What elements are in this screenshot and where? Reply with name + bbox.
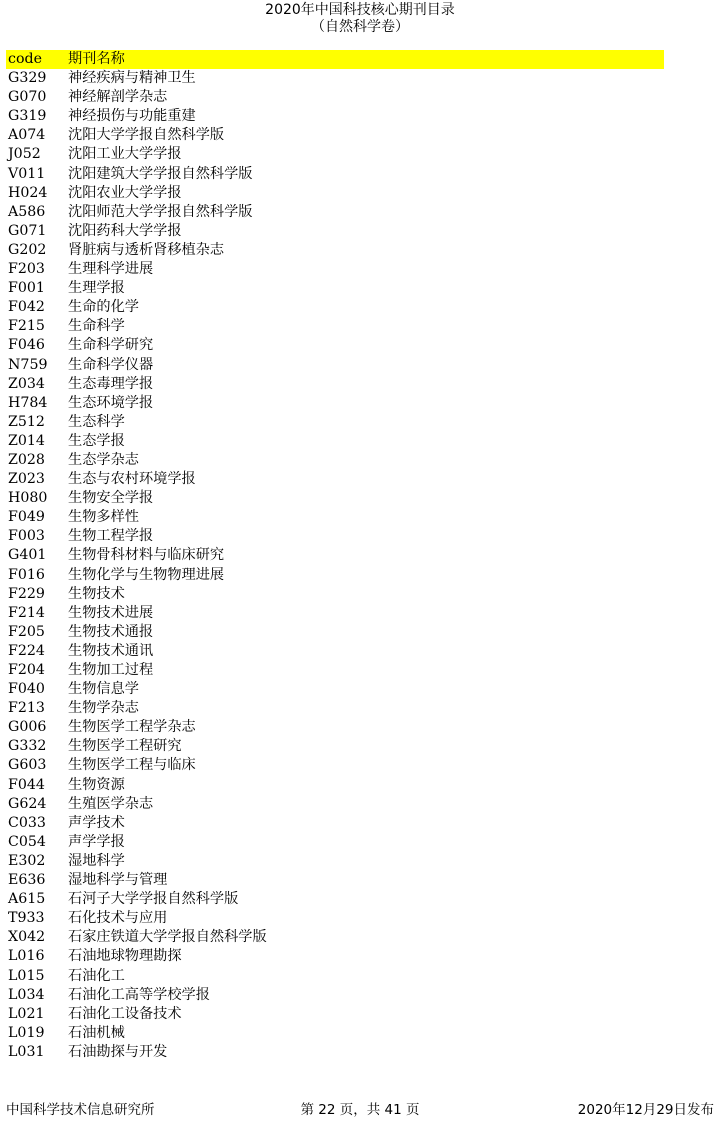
journal-code: G070 bbox=[8, 89, 47, 106]
journal-code: Z028 bbox=[8, 451, 45, 468]
journal-code: G006 bbox=[8, 719, 47, 736]
table-row bbox=[6, 336, 664, 355]
table-row bbox=[6, 852, 664, 871]
table-row bbox=[6, 298, 664, 317]
table-row bbox=[6, 451, 664, 470]
journal-code: G332 bbox=[8, 738, 47, 755]
footer-date: 2020年12月29日发布 bbox=[577, 1102, 714, 1118]
journal-code: L021 bbox=[8, 1005, 45, 1022]
journal-name: 石化技术与应用 bbox=[68, 910, 168, 927]
journal-name: 生物医学工程研究 bbox=[68, 738, 182, 755]
table-row bbox=[6, 623, 664, 642]
table-row bbox=[6, 489, 664, 508]
journal-name: 生物安全学报 bbox=[68, 490, 154, 507]
table-row bbox=[6, 967, 664, 986]
table-row bbox=[6, 1043, 664, 1062]
journal-code: L015 bbox=[8, 967, 45, 984]
journal-code: G071 bbox=[8, 222, 47, 239]
header-code: code bbox=[8, 51, 42, 67]
footer-publisher: 中国科学技术信息研究所 bbox=[6, 1102, 155, 1118]
journal-code: Z034 bbox=[8, 375, 45, 392]
table-row bbox=[6, 737, 664, 756]
journal-name: 生命科学 bbox=[68, 318, 125, 335]
table-row bbox=[6, 317, 664, 336]
table-row bbox=[6, 833, 664, 852]
journal-code: V011 bbox=[8, 165, 46, 182]
journal-code: G329 bbox=[8, 70, 47, 87]
journal-code: F003 bbox=[8, 528, 45, 545]
journal-name: 生物技术进展 bbox=[68, 604, 154, 621]
table-row bbox=[6, 527, 664, 546]
journal-name: 石油勘探与开发 bbox=[68, 1043, 168, 1060]
journal-code: L034 bbox=[8, 986, 45, 1003]
journal-name: 石油化工设备技术 bbox=[68, 1005, 182, 1022]
journal-code: H080 bbox=[8, 490, 48, 507]
journal-name: 声学技术 bbox=[68, 814, 125, 831]
journal-code: G603 bbox=[8, 757, 47, 774]
journal-name: 沈阳建筑大学学报自然科学版 bbox=[68, 165, 253, 182]
table-row bbox=[6, 413, 664, 432]
journal-name: 生态环境学报 bbox=[68, 394, 154, 411]
table-row bbox=[6, 871, 664, 890]
journal-name: 沈阳药科大学学报 bbox=[68, 222, 182, 239]
journal-code: T933 bbox=[8, 910, 45, 927]
journal-name: 石油化工高等学校学报 bbox=[68, 986, 210, 1003]
journal-code: X042 bbox=[8, 929, 46, 946]
table-row bbox=[6, 165, 664, 184]
table-row bbox=[6, 1005, 664, 1024]
table-row bbox=[6, 260, 664, 279]
table-row bbox=[6, 470, 664, 489]
table-row bbox=[6, 566, 664, 585]
journal-name: 生物学杂志 bbox=[68, 700, 139, 717]
table-row bbox=[6, 680, 664, 699]
table-row bbox=[6, 375, 664, 394]
journal-code: J052 bbox=[8, 146, 41, 163]
table-row bbox=[6, 814, 664, 833]
journal-name: 生殖医学杂志 bbox=[68, 795, 154, 812]
journal-name: 生态毒理学报 bbox=[68, 375, 154, 392]
table-row bbox=[6, 546, 664, 565]
table-row bbox=[6, 279, 664, 298]
journal-code: H784 bbox=[8, 394, 48, 411]
table-row bbox=[6, 661, 664, 680]
journal-code: A615 bbox=[8, 891, 46, 908]
table-row bbox=[6, 642, 664, 661]
journal-name: 声学学报 bbox=[68, 833, 125, 850]
header-name: 期刊名称 bbox=[68, 51, 125, 67]
journal-name: 石家庄铁道大学学报自然科学版 bbox=[68, 929, 267, 946]
journal-table bbox=[6, 50, 664, 1062]
table-row bbox=[6, 928, 664, 947]
journal-name: 生态与农村环境学报 bbox=[68, 471, 196, 488]
journal-code: E302 bbox=[8, 852, 46, 869]
journal-name: 生命科学研究 bbox=[68, 337, 154, 354]
table-body bbox=[6, 69, 664, 1062]
journal-code: F203 bbox=[8, 261, 45, 278]
journal-code: F049 bbox=[8, 509, 45, 526]
table-row bbox=[6, 222, 664, 241]
document-title: 2020年中国科技核心期刊目录 bbox=[265, 2, 455, 18]
journal-code: F040 bbox=[8, 681, 45, 698]
journal-name: 沈阳农业大学学报 bbox=[68, 184, 182, 201]
journal-code: G202 bbox=[8, 241, 47, 258]
document-subtitle: （自然科学卷） bbox=[311, 19, 409, 35]
journal-code: E636 bbox=[8, 872, 46, 889]
journal-name: 生物多样性 bbox=[68, 509, 139, 526]
journal-code: F042 bbox=[8, 299, 45, 316]
journal-name: 生物信息学 bbox=[68, 681, 139, 698]
journal-code: C054 bbox=[8, 833, 46, 850]
table-row bbox=[6, 604, 664, 623]
journal-name: 肾脏病与透析肾移植杂志 bbox=[68, 241, 225, 258]
journal-code: A074 bbox=[8, 127, 46, 144]
table-row bbox=[6, 394, 664, 413]
footer-page-number: 第 22 页，共 41 页 bbox=[300, 1102, 420, 1118]
journal-code: A586 bbox=[8, 203, 46, 220]
journal-name: 神经损伤与功能重建 bbox=[68, 108, 196, 125]
journal-name: 生物资源 bbox=[68, 776, 125, 793]
journal-code: F016 bbox=[8, 566, 45, 583]
journal-name: 生物加工过程 bbox=[68, 662, 154, 678]
table-row bbox=[6, 756, 664, 775]
journal-code: H024 bbox=[8, 184, 48, 201]
table-header-row bbox=[6, 50, 664, 69]
table-row bbox=[6, 356, 664, 375]
journal-code: F046 bbox=[8, 337, 45, 354]
journal-name: 生物技术 bbox=[68, 585, 125, 602]
journal-name: 石油化工 bbox=[68, 967, 125, 984]
journal-name: 生物医学工程学杂志 bbox=[68, 719, 196, 736]
journal-name: 沈阳工业大学学报 bbox=[68, 146, 182, 163]
journal-name: 石油机械 bbox=[68, 1024, 125, 1041]
journal-name: 生命的化学 bbox=[68, 299, 139, 316]
journal-code: F215 bbox=[8, 318, 45, 335]
journal-name: 生物骨科材料与临床研究 bbox=[68, 547, 225, 564]
journal-code: L031 bbox=[8, 1043, 45, 1060]
journal-code: L016 bbox=[8, 948, 45, 965]
journal-code: C033 bbox=[8, 814, 46, 831]
journal-name: 生物医学工程与临床 bbox=[68, 757, 196, 774]
table-row bbox=[6, 890, 664, 909]
table-row bbox=[6, 432, 664, 451]
journal-code: Z512 bbox=[8, 413, 45, 430]
table-row bbox=[6, 508, 664, 527]
journal-code: F204 bbox=[8, 662, 45, 678]
journal-code: G624 bbox=[8, 795, 47, 812]
journal-code: Z014 bbox=[8, 432, 45, 449]
journal-name: 生态学报 bbox=[68, 432, 125, 449]
journal-name: 湿地科学 bbox=[68, 852, 125, 869]
journal-name: 生物技术通讯 bbox=[68, 642, 154, 659]
journal-code: F214 bbox=[8, 604, 45, 621]
table-row bbox=[6, 241, 664, 260]
journal-name: 神经疾病与精神卫生 bbox=[68, 70, 196, 87]
table-row bbox=[6, 184, 664, 203]
journal-code: F044 bbox=[8, 776, 45, 793]
journal-name: 生理科学进展 bbox=[68, 261, 154, 278]
table-row bbox=[6, 986, 664, 1005]
journal-name: 沈阳大学学报自然科学版 bbox=[68, 127, 225, 144]
journal-name: 生物技术通报 bbox=[68, 623, 154, 640]
table-row bbox=[6, 69, 664, 88]
journal-name: 生理学报 bbox=[68, 280, 125, 297]
table-row bbox=[6, 909, 664, 928]
journal-name: 生态科学 bbox=[68, 413, 125, 430]
journal-code: F001 bbox=[8, 280, 45, 297]
table-row bbox=[6, 145, 664, 164]
journal-name: 沈阳师范大学学报自然科学版 bbox=[68, 203, 253, 220]
table-row bbox=[6, 203, 664, 222]
journal-name: 湿地科学与管理 bbox=[68, 872, 168, 889]
table-row bbox=[6, 947, 664, 966]
journal-code: F229 bbox=[8, 585, 45, 602]
table-row bbox=[6, 88, 664, 107]
table-row bbox=[6, 699, 664, 718]
journal-code: G319 bbox=[8, 108, 47, 125]
journal-code: F224 bbox=[8, 642, 45, 659]
journal-name: 生物工程学报 bbox=[68, 528, 154, 545]
page-footer bbox=[0, 1100, 720, 1120]
journal-code: F213 bbox=[8, 700, 45, 717]
table-row bbox=[6, 585, 664, 604]
journal-name: 石河子大学学报自然科学版 bbox=[68, 891, 239, 908]
table-row bbox=[6, 718, 664, 737]
journal-code: F205 bbox=[8, 623, 45, 640]
table-row bbox=[6, 776, 664, 795]
table-row bbox=[6, 126, 664, 145]
table-row bbox=[6, 795, 664, 814]
table-row bbox=[6, 1024, 664, 1043]
journal-name: 生态学杂志 bbox=[68, 451, 139, 468]
journal-name: 生物化学与生物物理进展 bbox=[68, 566, 225, 583]
journal-name: 石油地球物理勘探 bbox=[68, 948, 182, 965]
journal-code: G401 bbox=[8, 547, 47, 564]
table-row bbox=[6, 107, 664, 126]
journal-name: 神经解剖学杂志 bbox=[68, 89, 168, 106]
journal-code: N759 bbox=[8, 356, 48, 373]
journal-code: L019 bbox=[8, 1024, 45, 1041]
journal-code: Z023 bbox=[8, 471, 45, 488]
journal-name: 生命科学仪器 bbox=[68, 356, 154, 373]
